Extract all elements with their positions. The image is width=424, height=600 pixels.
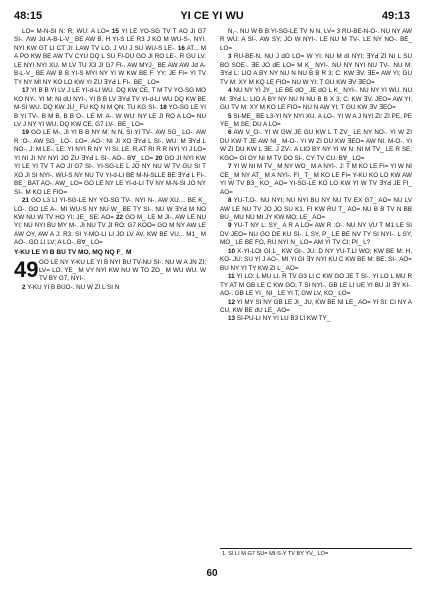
verse-text: YI B B YI LV J LE YI-d-LI WU. DQ KW CE, T M TV YO-SG MO KO NY-. YI M: NI dU NYI-. YI B B LV ꓱYꓒ TV YI-d-LI WU DQ KW BE M-SI WU. DQ KW JU_ FU KQ N M QN: TU KG SI-. <box>14 87 206 112</box>
chapter-number: 49 <box>14 256 39 282</box>
verse-number: 11 <box>228 273 235 281</box>
verse-text: SI-PU-LI NY YI LU B3 LI KW TY_ <box>235 315 331 323</box>
verse-text: YU-T.O-. NU NYI; NU NYI BU NY NU TV EX G7_ AO= NU LV AW LE NU TV JO JO SU K1. FI KW RU T_ AO= NU B B TV N BB BU_ MU NU MI JY KW MO; LE_ AO= <box>220 197 412 221</box>
verse-text: AW V_O-. YI W GW JE GU KW L T ZV_ LE NY NO-. YI W ZI DU KW T JE AW NI_ M-O-. YI W ZI DU KW ꓱEO= AW NI. M-O-. YI W ZI DU KW L ꓱE. J ZV-. A LIO BY NY YI W N: NI M TV_ LE R SE; KGO= GI OY NI M TV DO SI-. CY TV CU. Bꓯ_ LO= <box>220 129 412 162</box>
left-text-column <box>14 28 206 566</box>
verse-paragraph <box>220 222 412 247</box>
verse-number: 2 <box>22 283 26 291</box>
page-number: 60 <box>206 568 218 579</box>
verse-text: YO-SG LE YI B YI TV-. B M B, B B O-. LE M: A-. W WU: NY LE JI RO A LO= NU LV J NY YI WU. DQ KW CE, G7 LV-. BE_ LO= <box>14 104 206 128</box>
verse-paragraph <box>220 129 412 163</box>
verse-text: YI W NI M TV_ M NY WO_ M A NYI-. J: T M KO LE FI= YI W NI CE_ M NY AT_ M A NYI-. FI_ T_ M KO LE FI= Y-KU KO LO KW AW YI W TV B3_ KO_ AO= YI-SG-LE KO LO KW YI W TV ꓱYꓒ JE FI_ AO= <box>220 163 412 196</box>
verse-number: 21 <box>22 197 30 205</box>
verse-text: LO= M-N-SI N: R: WU: A LO= <box>22 28 112 35</box>
verse-text: AT... M A PO KW BE AW TV CYU DQ L SU FI-DU GO JI RO LE-. R GU LV. LE NYI NYI XU. M LV TU X3 JI G7 FI-. AW MYJ_ BE AW AW Jd A-B-L-V_ BE AW B B YI-S MYI NY YI W KW BE F. YY; JE FI= YI TV TY NY MI NY KO LO KW YI ZU ꓱYꓒ L FI-. BE_ LO= <box>14 44 206 86</box>
footnote-divider <box>220 548 412 549</box>
verse-paragraph <box>220 299 412 316</box>
verse-paragraph <box>220 28 412 53</box>
right-text-column <box>220 28 412 548</box>
footnote: 1. SI LI M G7 SU= MI-S-Y TV BY YV_ LO= <box>222 551 329 557</box>
chapter-opening-text: GO LE NY Y-KU LE YI B NYI BU TV-NU SI-. NU W A JN ZI; LV= LO. YE_ M VY NYI KW NU W TO ZO_ M WU WU. W TV BY G7, NYI-. <box>39 258 206 283</box>
verse-number: 20 <box>155 154 163 162</box>
verse-paragraph <box>220 273 412 298</box>
verse-text: YI LO: L MU LI. R TV G3 LI C KW GO JE T SI-. YI LO L MU R TY AT M GB LE C KW GO; T SI NYI-. GB LE LI UE YI BU JI ꓱY KI-. AO-. GB LE YI_ NI_ LE YI T; GW LV, KO_ LO= <box>220 273 412 298</box>
verse-text: YU-T NY L: SY_ A R A LO= AW R :O-. NU NY VU T M1 LE SI DV JEO= NU GO DE KU SI-. L SY, P_ LE BE NV TY SI NYI-. L SY, MO_ LE BE FO, RU NYI N_ LO= AM YI TV CI; PI_ L? <box>220 222 412 247</box>
verse-paragraph <box>220 53 412 87</box>
verse-paragraph <box>220 87 412 112</box>
verse-paragraph <box>14 87 206 129</box>
verse-text: RU-BE-N, NU J dO LO= W YI: NU M dI NYI; ꓱYꓒ ZI NI L SU BO SOE-. ꓱE JO dE LO= M K_ NYI-. NU NY NYI NU TV-. NU M: ꓱYꓒ L: LIO A BY NY NU N NU B B R 3; C: KW ꓱV. ꓱE= AW YI; GU TV M: XY M KQ LE FIO= NU W YI; T GU KW ꓱV ꓱEO= <box>220 53 412 86</box>
verse-number: 7 <box>228 163 232 171</box>
verse-number: 12 <box>228 298 236 306</box>
verse-paragraph <box>14 197 206 248</box>
verse-number: 3 <box>228 53 232 61</box>
verse-paragraph <box>14 129 206 197</box>
header-left-reference: 48:15 <box>14 10 43 22</box>
section-heading: Y-KU LE YI B BU TV MO. MQ NQ F_ M <box>14 248 132 256</box>
verse-number: 6 <box>228 129 232 137</box>
verse-number: 4 <box>228 87 232 95</box>
verse-text: GO L3 LI YI-SG-LE NY YO-SG TV-. NYI N-. AW XU.... BE K_ LO-. GO LE A-. MI WU-S NY NU W_ BE TY SI-. NU W ꓱYꓒ M NO KW NU W TV HO YI; JE_ SE: AO= <box>14 197 206 221</box>
verse-paragraph <box>220 113 412 130</box>
verse-paragraph <box>220 197 412 222</box>
verse-number: 10 <box>228 247 236 255</box>
verse-number: 15 <box>111 28 119 35</box>
verse-text: N,-. NU W B B YI-SG-LE TV N N, LV= 3 RU-BE-N-O-. NU NY AW R WU: A SI-. AW SY; JO W NYI-. LE NU M TV-. LE NY NO-. BE_ LO= <box>220 28 412 52</box>
verse-number: 22 <box>116 213 124 221</box>
verse-text: YI MY SI NY GB LE JI_ JU, KW BE NI LE_ AO= YI SI: CI NY A CU, KW BE dU LE_ AO= <box>220 298 412 314</box>
verse-text: YI LE YO-SG TV T AO JI G7 SI-. ꓥW Jd A-B-L-V_ BE AW B. H YI-S LE R3 J KO M WU-S-. NYI. NYI KW GT LI CT JI: LAW TV LO. J VU J SU WU-S LE-. <box>14 28 206 52</box>
verse-text: Y-KU YI B BUO-. NU W ZI L SI N <box>25 283 120 291</box>
verse-paragraph <box>220 315 412 323</box>
verse-number: 13 <box>228 315 236 323</box>
header-right-reference: 49:13 <box>381 10 410 22</box>
verse-number: 18 <box>159 104 167 112</box>
verse-paragraph <box>220 163 412 197</box>
chapter-start <box>14 256 206 284</box>
verse-number: 5 <box>228 112 232 120</box>
header-book-title: YI CE YI WU <box>180 10 244 22</box>
verse-paragraph <box>14 284 206 292</box>
verse-text: GO LE M-, JI YI B B NY M: N N, SI YI TV-. AW SG_ LO-. AW R :O-. AW SG_ LO-. LO=. AO-: NI JI XO ꓱYꓒ L SI-. WU: M ꓱYꓒ L NO-. J: M LE-. LE: YI NYI R NY YI SI. LE: R AT RI R R NYI YI J LO= YI NI JI NY NYI JO ZU ꓱYꓒ L SI-. AO-. Bꓯ_ LO= <box>14 129 206 162</box>
verse-text: X-YI-LOI GI L_ KW GI-. JU: D NY YU-T.LI WO; KW BE M: H, KO-.JU: SU YI J AO-. MI YI GI ꓱY NYI KU C KW BE M: BE: SI-. AO= BU NY YI TY KW ZI L_ AO= <box>220 247 412 272</box>
verse-paragraph <box>220 248 412 273</box>
running-header <box>14 8 410 24</box>
verse-number: 9 <box>228 222 232 230</box>
verse-text: GO JI NYI KW YI LE YI TV T AO JI G7 SI-. YI-SG-LE L JO NY NU W TV GU SI T XO JI SI NYI-. WU-S NY NU TV YI-d-LI BE M-N-SLLE BE ꓱYꓒ L FI-. BE_ BAT AO-. AW_ LO= GO LE NY LE YI-d-LI TV NY M-N-SI JO NY SI-. M KO LE FIO= <box>14 154 206 196</box>
verse-number: 16 <box>177 44 185 52</box>
verse-paragraph <box>14 28 206 87</box>
verse-text: NU NY YI JY_ LE BE dO_ JE dO L K_ NYI-. NU NY YI WU. NU M: ꓱYꓒ L: LIO A BY NY NU N NU B B X 3; C: KW ꓱV. JEO= AW YI; GU TV M: XY M KO LE FIO= NU N AW YI; T GU KW ꓱV ꓱEO= <box>220 87 412 112</box>
verse-text: GO M_ LE M JI-. AW LE NU YI; NU NYI BU MY M-. JI NU TV JI RO: G7 KOO= GO M NY AW LE AW OY, AW A J: R3: SI Y-MO-LI LI JO LV AV, KW BE VU... M1_ M AO-. GO LI LV; A LO-. Bꓯ_ LO= <box>14 213 206 247</box>
verse-number: 17 <box>22 87 30 95</box>
verse-text: SI-ME_ BE L3-YI NY NYI XU. A LO-. YI W A J NYI ZI: ZI PE, PE YE_ M SE; DU A LO= <box>220 112 412 128</box>
verse-number: 8 <box>228 197 232 205</box>
verse-number: 19 <box>22 129 30 137</box>
